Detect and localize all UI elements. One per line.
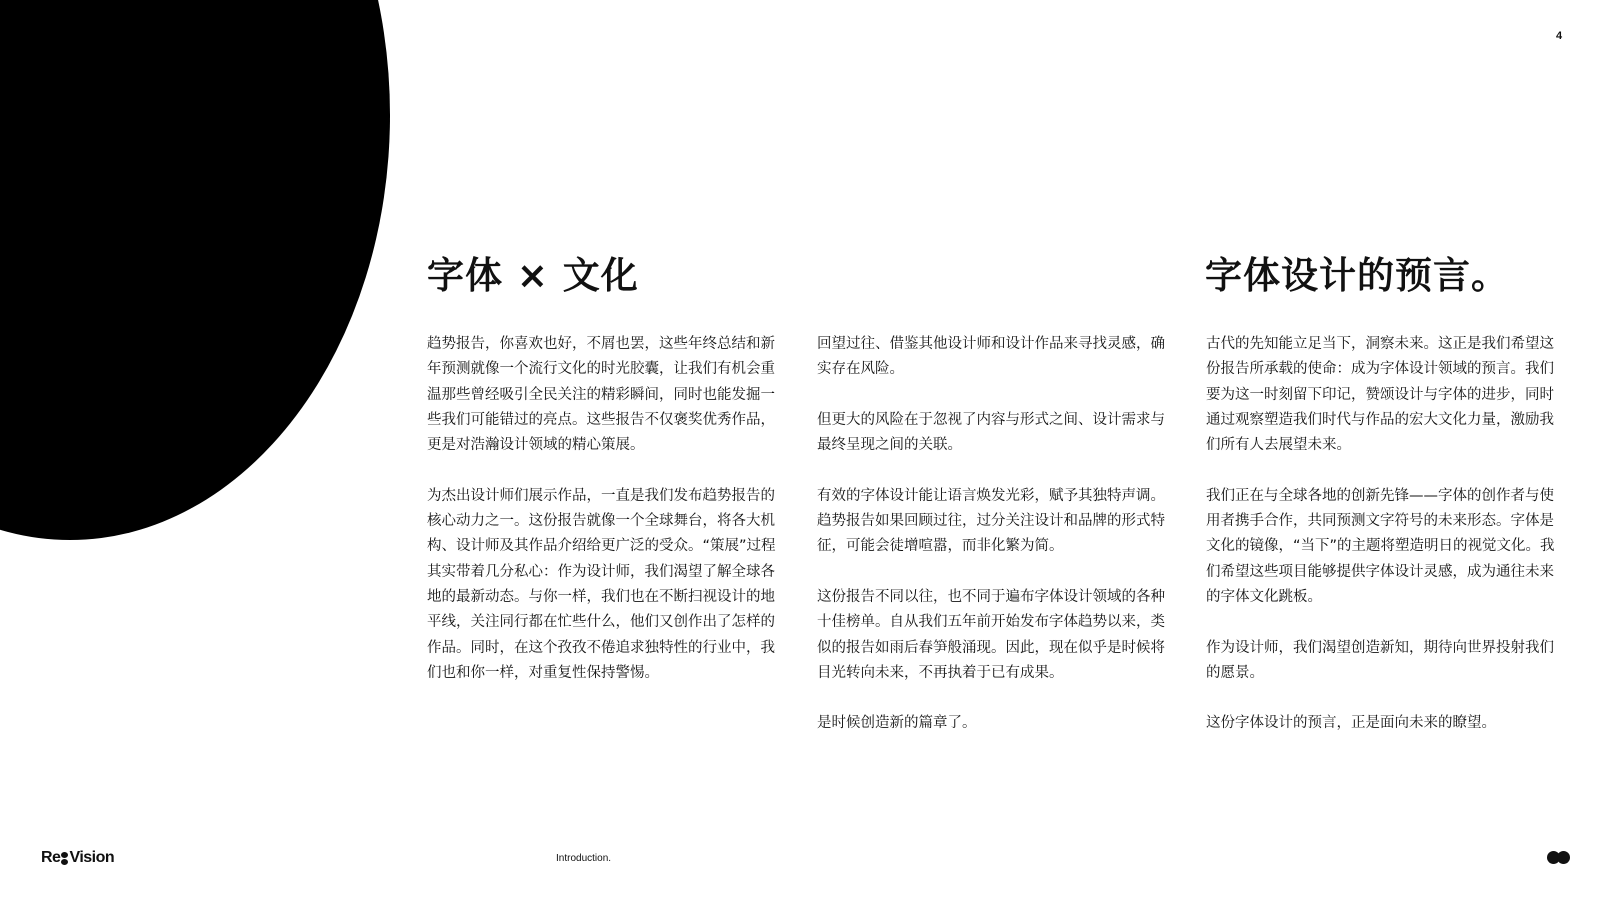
paragraph: 古代的先知能立足当下，洞察未来。这正是我们希望这份报告所承载的使命：成为字体设计领域的预言。我们要为这一时刻留下印记，赞颂设计与字体的进步，同时通过观察塑造我们时代与作品的宏大文化力量，激励我们所有人去展望未来。 bbox=[1206, 336, 1554, 454]
text-column-3 bbox=[1206, 332, 1566, 762]
text-column-1 bbox=[427, 332, 787, 711]
double-circle-icon bbox=[1547, 851, 1571, 864]
paragraph: 为杰出设计师们展示作品，一直是我们发布趋势报告的核心动力之一。这份报告就像一个全球舞台，将各大机构、设计师及其作品介绍给更广泛的受众。“策展”过程其实带着几分私心：作为设计师，我们渴望了解全球各地的最新动态。与你一样，我们也在不断扫视设计的地平线，关注同行都在忙些什么，他们又创作出了怎样的作品。同时，在这个孜孜不倦追求独特性的行业中，我们也和你一样，对重复性保持警惕。 bbox=[427, 487, 776, 681]
heading-typography-prophecy: 字体设计的预言。 bbox=[1205, 254, 1509, 297]
paragraph: 回望过往、借鉴其他设计师和设计作品来寻找灵感，确实存在风险。 bbox=[817, 336, 1165, 378]
brand-mark-icon bbox=[61, 852, 68, 865]
paragraph: 这份字体设计的预言，正是面向未来的瞭望。 bbox=[1206, 715, 1496, 732]
heading-typography-culture: 字体 × 文化 bbox=[427, 254, 639, 297]
paragraph: 有效的字体设计能让语言焕发光彩，赋予其独特声调。趋势报告如果回顾过往，过分关注设计和品牌的形式特征，可能会徒增喧嚣，而非化繁为简。 bbox=[817, 487, 1165, 555]
decorative-black-circle bbox=[0, 0, 390, 540]
paragraph: 这份报告不同以往，也不同于遍布字体设计领域的各种十佳榜单。自从我们五年前开始发布字体趋势以来，类似的报告如雨后春笋般涌现。因此，现在似乎是时候将目光转向未来，不再执着于已有成果。 bbox=[817, 588, 1165, 681]
paragraph: 但更大的风险在于忽视了内容与形式之间、设计需求与最终呈现之间的关联。 bbox=[817, 411, 1165, 454]
brand-logo-left: Re bbox=[41, 849, 61, 866]
paragraph: 趋势报告，你喜欢也好，不屑也罢，这些年终总结和新年预测就像一个流行文化的时光胶囊，让我们有机会重温那些曾经吸引全民关注的精彩瞬间，同时也能发掘一些我们可能错过的亮点。这些报告不仅褒奖优秀作品，更是对浩瀚设计领域的精心策展。 bbox=[427, 336, 775, 454]
paragraph: 是时候创造新的篇章了。 bbox=[817, 715, 977, 732]
brand-logo bbox=[41, 849, 114, 867]
paragraph: 我们正在与全球各地的创新先锋——字体的创作者与使用者携手合作，共同预测文字符号的未来形态。字体是文化的镜像，“当下”的主题将塑造明日的视觉文化。我们希望这些项目能够提供字体设计灵感，成为通往未来的字体文化跳板。 bbox=[1206, 487, 1555, 605]
paragraph: 作为设计师，我们渴望创造新知，期待向世界投射我们的愿景。 bbox=[1206, 639, 1554, 681]
section-label: Introduction. bbox=[556, 853, 612, 864]
text-column-2 bbox=[817, 332, 1177, 762]
page-number: 4 bbox=[1556, 30, 1563, 42]
brand-logo-right: Vision bbox=[69, 849, 115, 866]
